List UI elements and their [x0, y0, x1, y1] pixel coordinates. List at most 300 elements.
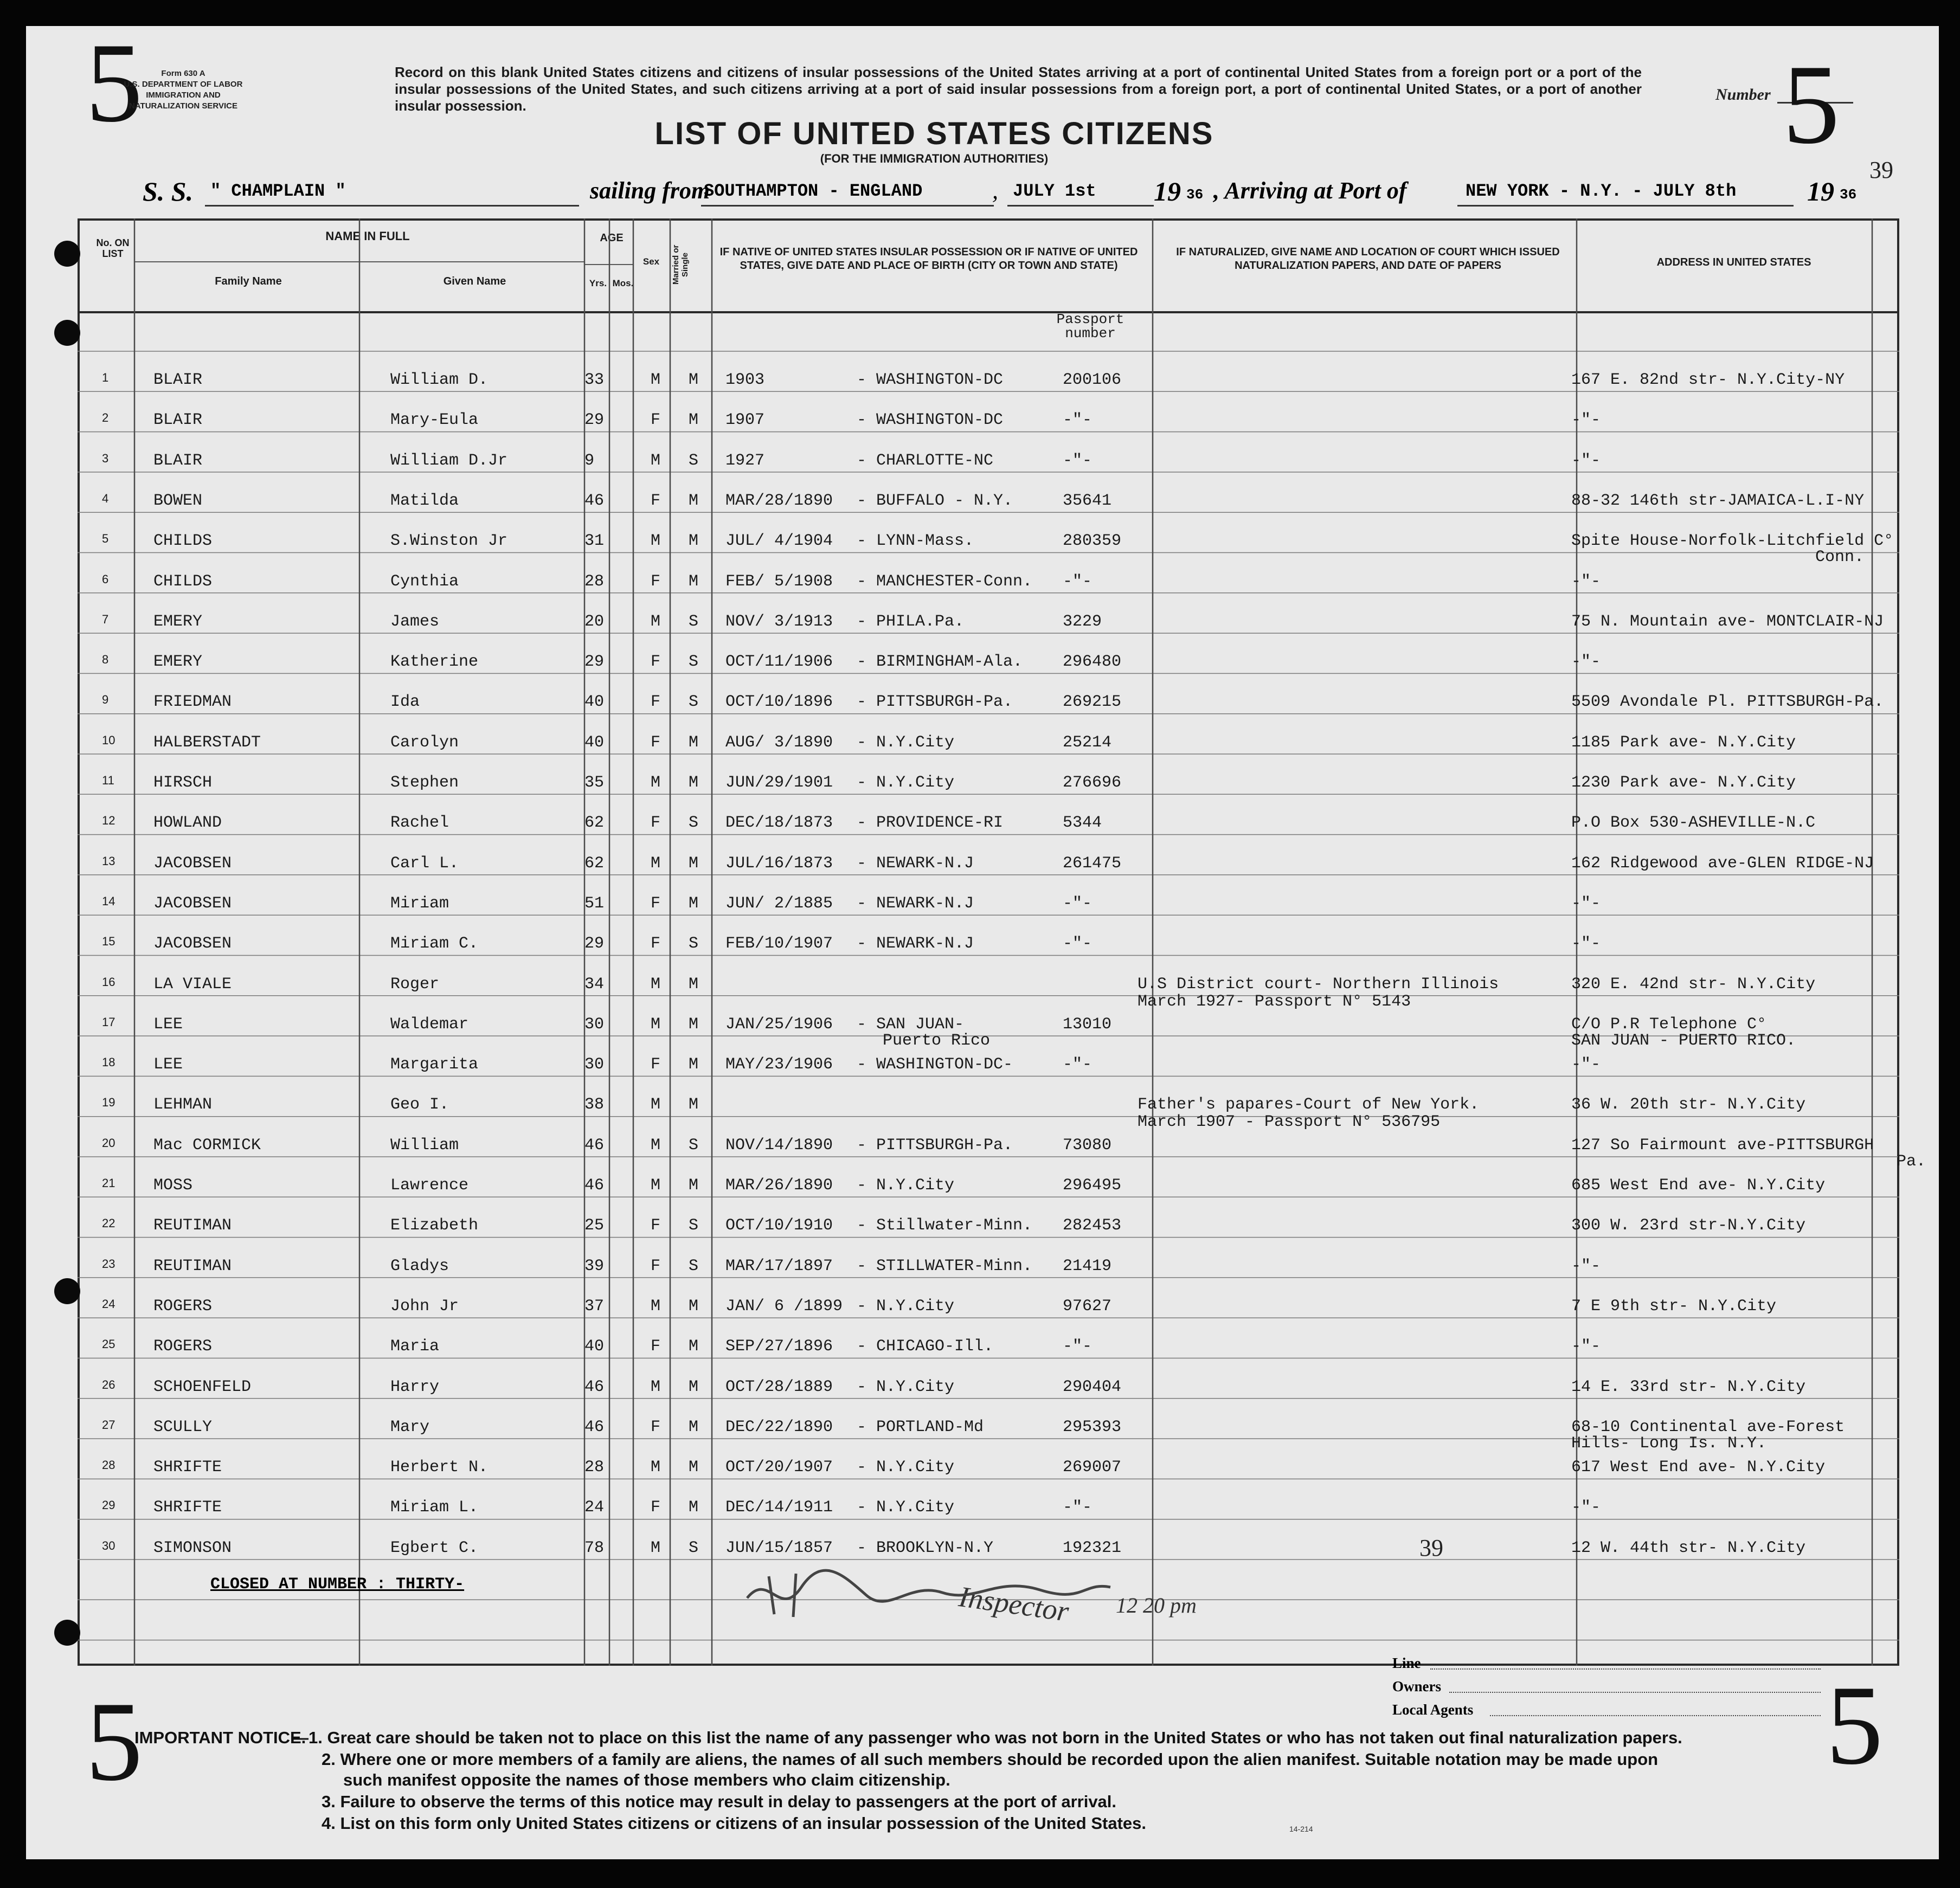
address-continued: SAN JUAN - PUERTO RICO.	[1571, 1031, 1796, 1050]
age-years: 29	[584, 411, 605, 430]
line-label: Line	[1392, 1655, 1421, 1671]
arrival-year-suffix: 36	[1840, 186, 1857, 203]
birth-place: - NEWARK-N.J	[857, 894, 974, 913]
row-number: 11	[102, 774, 114, 787]
marital-status: S	[689, 612, 699, 631]
header-native: IF NATIVE OF UNITED STATES INSULAR POSSESSION OR IF NATIVE OF UNITED STATES, GIVE DATE AND PLACE OF BIRTH (CITY OR TOWN AND STATE)	[719, 246, 1138, 272]
passport-number: 280359	[1063, 532, 1122, 551]
punch-hole	[54, 1278, 80, 1304]
birth-place: - N.Y.City	[857, 774, 955, 792]
birth-date: OCT/10/1910	[725, 1216, 833, 1235]
row-number: 26	[102, 1377, 115, 1391]
family-name: REUTIMAN	[153, 1256, 232, 1275]
given-name: Miriam L.	[390, 1498, 479, 1517]
notice-item-2-cont: such manifest opposite the names of those members who claim citizenship.	[343, 1770, 950, 1789]
given-name: John Jr	[390, 1297, 459, 1316]
family-name: JACOBSEN	[153, 935, 232, 953]
row-number: 29	[102, 1498, 115, 1512]
birth-date: JUN/15/1857	[725, 1538, 833, 1557]
age-years: 46	[584, 1417, 605, 1436]
birth-place: - N.Y.City	[857, 1297, 955, 1316]
marital-status: M	[689, 894, 699, 913]
arrival-year-prefix: 19	[1807, 176, 1834, 207]
sex: F	[651, 1417, 661, 1436]
given-name: Katherine	[390, 653, 479, 672]
address: 162 Ridgewood ave-GLEN RIDGE-NJ	[1571, 854, 1874, 873]
naturalization-court: U.S District court- Northern Illinois	[1138, 975, 1499, 994]
age-years: 46	[584, 1176, 605, 1195]
birth-place: - N.Y.City	[857, 1377, 955, 1396]
print-code: 14-214	[1289, 1825, 1313, 1833]
owners-label: Owners	[1392, 1678, 1441, 1694]
sex: F	[651, 733, 661, 752]
sex: F	[651, 572, 661, 591]
number-label: Number	[1715, 86, 1771, 104]
age-years: 24	[584, 1498, 605, 1517]
row-number: 9	[102, 693, 109, 707]
age-years: 35	[584, 774, 605, 792]
age-years: 20	[584, 612, 605, 631]
given-name: William D.Jr	[390, 451, 508, 470]
sex: F	[651, 1055, 661, 1074]
row-number: 8	[102, 653, 109, 667]
address: 7 E 9th str- N.Y.City	[1571, 1297, 1777, 1316]
marital-status: M	[689, 491, 699, 510]
family-name: HIRSCH	[153, 774, 213, 792]
arriving-label: , Arriving at Port of	[1213, 177, 1407, 204]
address: 14 E. 33rd str- N.Y.City	[1571, 1377, 1806, 1396]
page-title: LIST OF UNITED STATES CITIZENS	[654, 116, 1214, 151]
address-continued: Conn.	[1815, 548, 1865, 567]
family-name: EMERY	[153, 653, 203, 672]
row-number: 5	[102, 532, 109, 546]
marital-status: M	[689, 1337, 699, 1356]
sex: M	[651, 1297, 661, 1316]
birth-date: FEB/ 5/1908	[725, 572, 833, 591]
marital-status: M	[689, 371, 699, 389]
given-name: Roger	[390, 975, 440, 994]
row-number: 4	[102, 491, 109, 505]
family-name: HALBERSTADT	[153, 733, 261, 752]
passport-number: 269215	[1063, 693, 1122, 712]
marital-status: M	[689, 774, 699, 792]
marital-status: M	[689, 1498, 699, 1517]
punch-hole	[54, 320, 80, 346]
passport-number: 13010	[1063, 1015, 1112, 1034]
row-number: 3	[102, 451, 109, 465]
sex: M	[651, 1377, 661, 1396]
header-mos: Mos.	[612, 278, 634, 288]
local-agents-label: Local Agents	[1392, 1702, 1474, 1718]
departure-port: SOUTHAMPTON - ENGLAND	[704, 181, 923, 201]
birth-place: - PHILA.Pa.	[857, 612, 965, 631]
family-name: Mac CORMICK	[153, 1136, 261, 1155]
birth-date: DEC/22/1890	[725, 1417, 833, 1436]
address: 68-10 Continental ave-Forest	[1571, 1417, 1845, 1436]
form-number: Form 630 A	[161, 69, 205, 78]
given-name: Carolyn	[390, 733, 459, 752]
sex: M	[651, 1096, 661, 1114]
punch-hole	[54, 1620, 80, 1646]
notice-heading: IMPORTANT NOTICE.	[134, 1728, 306, 1747]
birth-date: MAY/23/1906	[725, 1055, 833, 1074]
row-number: 6	[102, 572, 109, 586]
sex: F	[651, 1498, 661, 1517]
passport-number: 21419	[1063, 1256, 1112, 1275]
sex: F	[651, 693, 661, 712]
family-name: LA VIALE	[153, 975, 232, 994]
given-name: Egbert C.	[390, 1538, 479, 1557]
birth-date: FEB/10/1907	[725, 935, 833, 953]
given-name: William	[390, 1136, 459, 1155]
row-number: 23	[102, 1256, 115, 1271]
address: -"-	[1571, 1055, 1601, 1074]
marital-status: S	[689, 1256, 699, 1275]
marital-status: S	[689, 653, 699, 672]
age-years: 46	[584, 1377, 605, 1396]
naturalization-details: March 1927- Passport N° 5143	[1138, 992, 1411, 1011]
family-name: SHRIFTE	[153, 1458, 222, 1477]
passport-number: 35641	[1063, 491, 1112, 510]
given-name: Miriam	[390, 894, 449, 913]
row-number: 30	[102, 1538, 115, 1552]
family-name: JACOBSEN	[153, 854, 232, 873]
birth-date: DEC/14/1911	[725, 1498, 833, 1517]
birth-place: - N.Y.City	[857, 733, 955, 752]
notice-item-3: 3. Failure to observe the terms of this notice may result in delay to passengers at the port of arrival.	[322, 1792, 1117, 1811]
family-name: LEHMAN	[153, 1096, 213, 1114]
annotation-39: 39	[1419, 1535, 1443, 1561]
sex: F	[651, 653, 661, 672]
notice-item-1: —1. Great care should be taken not to place on this list the name of any passenger who was not born in the United States or who has not taken out final naturalization papers.	[292, 1728, 1682, 1747]
birth-date: OCT/28/1889	[725, 1377, 833, 1396]
address: -"-	[1571, 451, 1601, 470]
address-continued: Pa.	[1897, 1152, 1926, 1171]
given-name: Matilda	[390, 491, 459, 510]
marital-status: S	[689, 814, 699, 833]
address: 300 W. 23rd str-N.Y.City	[1571, 1216, 1806, 1235]
address: C/O P.R Telephone C°	[1571, 1015, 1767, 1034]
family-name: BLAIR	[153, 371, 203, 389]
age-years: 46	[584, 491, 605, 510]
passport-number: 282453	[1063, 1216, 1122, 1235]
sex: M	[651, 371, 661, 389]
sex: M	[651, 451, 661, 470]
birth-date: 1927	[725, 451, 765, 470]
page-subtitle: (FOR THE IMMIGRATION AUTHORITIES)	[820, 152, 1049, 165]
address: -"-	[1571, 411, 1601, 430]
family-name: HOWLAND	[153, 814, 222, 833]
birth-date: 1907	[725, 411, 765, 430]
family-name: MOSS	[153, 1176, 193, 1195]
address: -"-	[1571, 1256, 1601, 1275]
family-name: JACOBSEN	[153, 894, 232, 913]
family-name: SCHOENFELD	[153, 1377, 252, 1396]
family-name: CHILDS	[153, 532, 213, 551]
form-dept: U.S. DEPARTMENT OF LABOR	[124, 80, 243, 89]
marital-status: M	[689, 1297, 699, 1316]
header-naturalized: IF NATURALIZED, GIVE NAME AND LOCATION OF COURT WHICH ISSUED NATURALIZATION PAPERS, AND DATE OF PAPERS	[1176, 246, 1560, 272]
passport-number: 290404	[1063, 1377, 1122, 1396]
address: -"-	[1571, 935, 1601, 953]
age-years: 62	[584, 854, 605, 873]
sex: M	[651, 1015, 661, 1034]
given-name: Maria	[390, 1337, 440, 1356]
birth-place: - PROVIDENCE-RI	[857, 814, 1004, 833]
given-name: Carl L.	[390, 854, 459, 873]
age-years: 40	[584, 693, 605, 712]
passport-number: 73080	[1063, 1136, 1112, 1155]
given-name: Margarita	[390, 1055, 479, 1074]
form-service-2: NATURALIZATION SERVICE	[128, 101, 237, 111]
passport-number: 295393	[1063, 1417, 1122, 1436]
passport-number: -"-	[1063, 572, 1093, 591]
birth-place: - PORTLAND-Md	[857, 1417, 984, 1436]
row-number: 24	[102, 1297, 115, 1311]
row-number: 19	[102, 1096, 115, 1110]
row-number: 27	[102, 1417, 115, 1432]
birth-place-continued: Puerto Rico	[883, 1031, 991, 1050]
inspector-signature: Inspector	[956, 1580, 1071, 1628]
row-number: 7	[102, 612, 109, 626]
family-name: BLAIR	[153, 451, 203, 470]
form-service-1: IMMIGRATION AND	[146, 91, 221, 100]
sex: M	[651, 774, 661, 792]
naturalization-details: March 1907 - Passport N° 536795	[1138, 1113, 1441, 1132]
sex: F	[651, 935, 661, 953]
age-years: 34	[584, 975, 605, 994]
birth-place: - CHARLOTTE-NC	[857, 451, 994, 470]
address: P.O Box 530-ASHEVILLE-N.C	[1571, 814, 1816, 833]
header-family-name: Family Name	[215, 275, 282, 287]
age-years: 29	[584, 653, 605, 672]
page-number-bottom-left: 5	[86, 1679, 143, 1805]
marital-status: M	[689, 1377, 699, 1396]
header-name-in-full: NAME IN FULL	[325, 229, 410, 243]
birth-place: - CHICAGO-Ill.	[857, 1337, 994, 1356]
address: 1185 Park ave- N.Y.City	[1571, 733, 1796, 752]
passport-number: 200106	[1063, 371, 1122, 389]
marital-status: M	[689, 733, 699, 752]
sex: F	[651, 894, 661, 913]
passport-number: -"-	[1063, 411, 1093, 430]
birth-place: - PITTSBURGH-Pa.	[857, 693, 1013, 712]
notice-item-2: 2. Where one or more members of a family are aliens, the names of all such members should be recorded upon the alien manifest. Suitable notation may be made upon	[322, 1750, 1659, 1769]
birth-date: MAR/28/1890	[725, 491, 833, 510]
notice-item-4: 4. List on this form only United States citizens or citizens of an insular possession of the United States.	[322, 1814, 1146, 1833]
row-number: 12	[102, 814, 115, 828]
closed-at-number: CLOSED AT NUMBER : THIRTY-	[210, 1575, 465, 1594]
sex: F	[651, 1256, 661, 1275]
passport-number: 261475	[1063, 854, 1122, 873]
ship-name: " CHAMPLAIN "	[210, 181, 346, 201]
given-name: Waldemar	[390, 1015, 469, 1034]
birth-date: OCT/20/1907	[725, 1458, 833, 1477]
age-years: 25	[584, 1216, 605, 1235]
row-number: 2	[102, 411, 109, 425]
birth-place: - N.Y.City	[857, 1498, 955, 1517]
row-number: 21	[102, 1176, 115, 1190]
marital-status: M	[689, 975, 699, 994]
passport-number: 25214	[1063, 733, 1112, 752]
birth-date: NOV/14/1890	[725, 1136, 833, 1155]
given-name: William D.	[390, 371, 489, 389]
birth-date: SEP/27/1896	[725, 1337, 833, 1356]
birth-place: - N.Y.City	[857, 1458, 955, 1477]
age-years: 9	[584, 451, 595, 470]
birth-place: - WASHINGTON-DC	[857, 411, 1004, 430]
birth-date: MAR/17/1897	[725, 1256, 833, 1275]
page-number-top-right: 5	[1783, 42, 1840, 167]
birth-date: 1903	[725, 371, 765, 389]
address: 617 West End ave- N.Y.City	[1571, 1458, 1826, 1477]
family-name: BOWEN	[153, 491, 203, 510]
row-number: 16	[102, 975, 115, 989]
family-name: REUTIMAN	[153, 1216, 232, 1235]
marital-status: S	[689, 1216, 699, 1235]
given-name: Geo I.	[390, 1096, 449, 1114]
row-number: 17	[102, 1015, 115, 1029]
page-number-bottom-right: 5	[1826, 1663, 1883, 1788]
sex: M	[651, 975, 661, 994]
header-passport-number: Passport number	[1056, 311, 1124, 341]
manifest-sheet	[26, 26, 1939, 1859]
birth-place: - PITTSBURGH-Pa.	[857, 1136, 1013, 1155]
passport-number: 296495	[1063, 1176, 1122, 1195]
address: -"-	[1571, 1498, 1601, 1517]
header-no: No. ON LIST	[96, 237, 130, 259]
marital-status: M	[689, 1015, 699, 1034]
header-married-single: Married or Single	[671, 244, 690, 285]
birth-place: - MANCHESTER-Conn.	[857, 572, 1033, 591]
marital-status: S	[689, 935, 699, 953]
passport-number: -"-	[1063, 1337, 1093, 1356]
family-name: SIMONSON	[153, 1538, 232, 1557]
given-name: James	[390, 612, 440, 631]
marital-status: M	[689, 411, 699, 430]
address: 685 West End ave- N.Y.City	[1571, 1176, 1826, 1195]
birth-place: - LYNN-Mass.	[857, 532, 974, 551]
birth-date: JUN/29/1901	[725, 774, 833, 792]
family-name: ROGERS	[153, 1337, 213, 1356]
row-number: 13	[102, 854, 115, 868]
birth-place: - STILLWATER-Minn.	[857, 1256, 1033, 1275]
family-name: FRIEDMAN	[153, 693, 232, 712]
row-number: 20	[102, 1136, 115, 1150]
given-name: Gladys	[390, 1256, 449, 1275]
punch-hole	[54, 241, 80, 267]
year-suffix: 36	[1186, 186, 1204, 203]
birth-place: - Stillwater-Minn.	[857, 1216, 1033, 1235]
address: 320 E. 42nd str- N.Y.City	[1571, 975, 1816, 994]
address: 167 E. 82nd str- N.Y.City-NY	[1571, 371, 1845, 389]
birth-place: - WASHINGTON-DC	[857, 371, 1004, 389]
marital-status: S	[689, 1538, 699, 1557]
passport-number: 3229	[1063, 612, 1102, 631]
given-name: S.Winston Jr	[390, 532, 508, 551]
given-name: Cynthia	[390, 572, 459, 591]
address-continued: Hills- Long Is. N.Y.	[1571, 1434, 1767, 1453]
passport-number: -"-	[1063, 1498, 1093, 1517]
address: -"-	[1571, 572, 1601, 591]
sex: F	[651, 1337, 661, 1356]
birth-date: JUL/16/1873	[725, 854, 833, 873]
marital-status: M	[689, 1417, 699, 1436]
given-name: Harry	[390, 1377, 440, 1396]
header-age: AGE	[600, 232, 624, 244]
sex: M	[651, 612, 661, 631]
header-address: ADDRESS IN UNITED STATES	[1656, 256, 1811, 268]
row-number: 18	[102, 1055, 115, 1069]
voyage-line: S. S. " CHAMPLAIN " sailing from SOUTHAMPTON - ENGLAND , JULY 1st 19 36 , Arriving at Port of NEW YORK - N.Y. - JULY 8th 19 36	[143, 176, 1857, 207]
birth-date: JAN/ 6 /1899	[725, 1297, 843, 1316]
family-name: LEE	[153, 1015, 183, 1034]
passport-number: -"-	[1063, 1055, 1093, 1074]
row-number: 15	[102, 935, 115, 949]
given-name: Lawrence	[390, 1176, 469, 1195]
address: 127 So Fairmount ave-PITTSBURGH	[1571, 1136, 1874, 1155]
address: 75 N. Mountain ave- MONTCLAIR-NJ	[1571, 612, 1884, 631]
ss-label: S. S.	[143, 176, 194, 207]
age-years: 46	[584, 1136, 605, 1155]
family-name: BLAIR	[153, 411, 203, 430]
year-prefix: 19	[1154, 176, 1181, 207]
sex: M	[651, 854, 661, 873]
instructions-text: Record on this blank United States citizens and citizens of insular possessions of the United States arriving at a port of continental United States from a foreign port or a port of the insular possessions of the United States, and such citizens arriving at a port of said insular possessions from a foreign port, a port of continental United States, or a port of another insular possession.	[395, 64, 1642, 114]
birth-place: - BUFFALO - N.Y.	[857, 491, 1013, 510]
birth-date: MAR/26/1890	[725, 1176, 833, 1195]
marital-status: M	[689, 572, 699, 591]
sex: F	[651, 411, 661, 430]
sex: F	[651, 1216, 661, 1235]
given-name: Mary-Eula	[390, 411, 479, 430]
family-name: CHILDS	[153, 572, 213, 591]
given-name: Rachel	[390, 814, 449, 833]
marital-status: M	[689, 1458, 699, 1477]
given-name: Elizabeth	[390, 1216, 479, 1235]
marital-status: M	[689, 854, 699, 873]
sex: M	[651, 1136, 661, 1155]
naturalization-court: Father's papares-Court of New York.	[1138, 1096, 1480, 1114]
passport-number: 276696	[1063, 774, 1122, 792]
departure-date: JULY 1st	[1013, 181, 1096, 201]
age-years: 78	[584, 1538, 605, 1557]
given-name: Stephen	[390, 774, 459, 792]
birth-place: - N.Y.City	[857, 1176, 955, 1195]
marital-status: M	[689, 1176, 699, 1195]
address: 88-32 146th str-JAMAICA-L.I-NY	[1571, 491, 1865, 510]
birth-place: - BIRMINGHAM-Ala.	[857, 653, 1023, 672]
family-name: ROGERS	[153, 1297, 213, 1316]
age-years: 33	[584, 371, 605, 389]
family-name: LEE	[153, 1055, 183, 1074]
sex: M	[651, 532, 661, 551]
birth-date: AUG/ 3/1890	[725, 733, 833, 752]
age-years: 30	[584, 1015, 605, 1034]
birth-date: OCT/10/1896	[725, 693, 833, 712]
birth-date: OCT/11/1906	[725, 653, 833, 672]
passport-number: 192321	[1063, 1538, 1122, 1557]
age-years: 28	[584, 1458, 605, 1477]
birth-date: JAN/25/1906	[725, 1015, 833, 1034]
birth-place: - NEWARK-N.J	[857, 854, 974, 873]
family-name: EMERY	[153, 612, 203, 631]
address: 12 W. 44th str- N.Y.City	[1571, 1538, 1806, 1557]
age-years: 39	[584, 1256, 605, 1275]
address: Spite House-Norfolk-Litchfield C°	[1571, 532, 1894, 551]
age-years: 30	[584, 1055, 605, 1074]
given-name: Ida	[390, 693, 420, 712]
